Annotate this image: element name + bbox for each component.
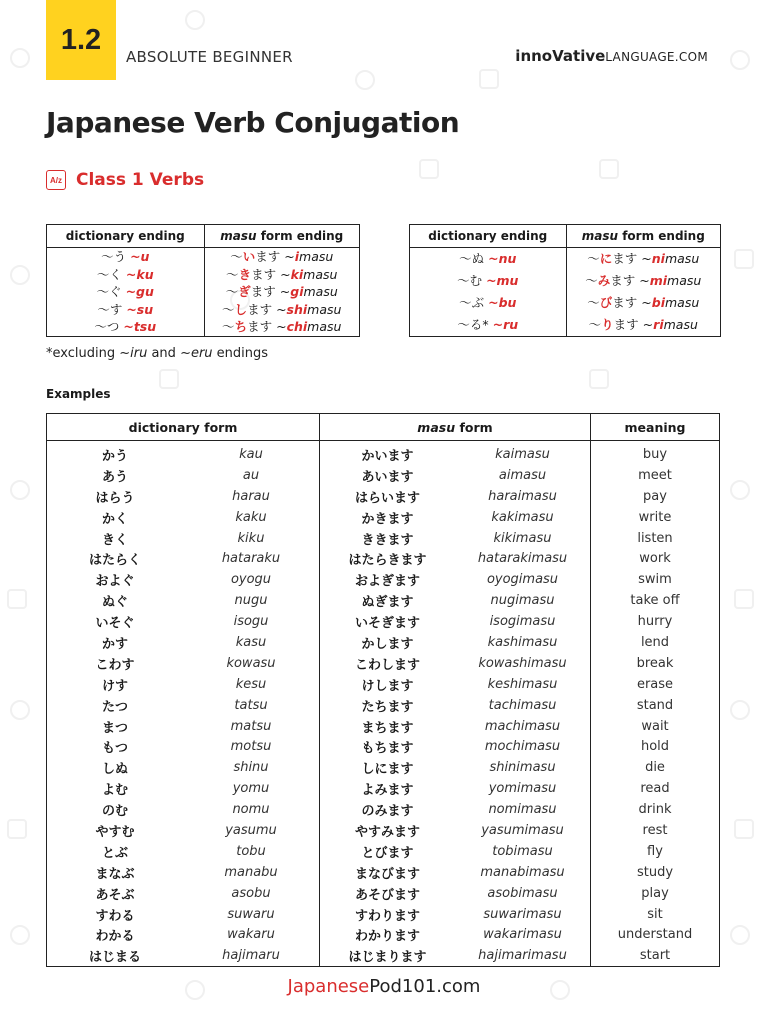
dictionary-kana: ぬぐ <box>101 595 128 611</box>
level-badge: 1.2 <box>46 0 116 80</box>
dictionary-romaji: yomu <box>232 781 270 797</box>
dictionary-kana: けす <box>101 678 128 694</box>
meaning: work <box>591 548 720 569</box>
ending-kana: ～ぶ <box>459 295 485 310</box>
dictionary-kana: はらう <box>95 490 135 506</box>
meaning: rest <box>591 820 720 841</box>
brand-part-2: Vative <box>552 47 606 65</box>
masu-stem-kana: き <box>238 266 252 282</box>
dictionary-kana: およぐ <box>95 574 135 590</box>
example-row <box>47 695 720 716</box>
dictionary-kana: まなぶ <box>95 866 135 882</box>
example-row <box>47 548 720 569</box>
masu-kana: かします <box>320 632 456 653</box>
meaning: fly <box>591 841 720 862</box>
masu-kana: しにます <box>320 757 456 778</box>
meaning: listen <box>591 528 720 549</box>
example-row <box>47 778 720 799</box>
masu-romaji: nomimasu <box>488 802 557 818</box>
dictionary-kana: かす <box>101 636 128 652</box>
dictionary-romaji: tatsu <box>234 697 268 713</box>
dictionary-romaji: hataraku <box>221 551 281 567</box>
meaning: erase <box>591 674 720 695</box>
masu-stem-kana: ぎ <box>238 284 251 299</box>
masu-romaji: tobimasu <box>492 843 553 859</box>
masu-kana: もちます <box>320 736 456 757</box>
ending-row <box>410 292 721 314</box>
dictionary-romaji: hajimaru <box>222 948 280 964</box>
masu-ending-cell <box>566 314 720 337</box>
example-row <box>47 611 720 632</box>
masu-stem-kana: り <box>601 317 614 332</box>
meaning: stand <box>591 695 720 716</box>
masu-ending-kana: ます <box>251 266 277 282</box>
masu-ending-romaji: masu <box>663 317 698 332</box>
meaning: buy <box>591 441 720 465</box>
ending-romaji: ~mu <box>486 273 519 288</box>
masu-romaji: yasumimasu <box>481 822 564 838</box>
masu-romaji: shinimasu <box>489 760 556 776</box>
romaji-prefix: ~ <box>276 319 287 334</box>
example-row <box>47 507 720 528</box>
masu-romaji: kikimasu <box>493 530 552 546</box>
dictionary-romaji: yasumu <box>225 822 277 838</box>
example-row <box>47 904 720 925</box>
masu-romaji: nugimasu <box>490 593 555 609</box>
masu-stem-romaji: mi <box>649 273 668 288</box>
ending-kana: ～つ <box>94 319 120 334</box>
dictionary-romaji: oyogu <box>230 572 272 588</box>
ending-kana: ～む <box>457 273 483 288</box>
masu-romaji: keshimasu <box>487 676 558 692</box>
masu-kana: はらいます <box>320 486 456 507</box>
ending-romaji: ~tsu <box>123 319 157 334</box>
meaning: die <box>591 757 720 778</box>
masu-kana: まちます <box>320 716 456 737</box>
dictionary-kana: よむ <box>101 783 128 799</box>
example-row <box>47 486 720 507</box>
masu-ending-romaji: masu <box>667 273 702 288</box>
masu-kana: よみます <box>320 778 456 799</box>
dictionary-kana: いそぐ <box>95 616 135 632</box>
footer-part-2: Pod101.com <box>369 976 481 997</box>
dictionary-romaji: manabu <box>224 864 278 880</box>
dictionary-ending-cell <box>47 301 205 319</box>
masu-romaji: machimasu <box>484 718 561 734</box>
meaning: swim <box>591 569 720 590</box>
ending-row <box>47 318 360 336</box>
dictionary-kana: わかる <box>95 929 135 945</box>
dictionary-kana: しぬ <box>101 762 128 778</box>
masu-romaji: kowashimasu <box>478 655 567 671</box>
masu-stem-kana: い <box>242 249 256 264</box>
masu-ending-romaji: masu <box>299 249 334 264</box>
dictionary-kana: すわる <box>95 908 135 924</box>
romaji-prefix: ~ <box>279 284 291 299</box>
header-dictionary-ending: dictionary ending <box>47 225 205 248</box>
masu-ending-kana: ます <box>255 249 281 264</box>
meaning: play <box>591 883 720 904</box>
masu-stem-kana: び <box>599 295 613 310</box>
meaning: break <box>591 653 720 674</box>
masu-ending-romaji: masu <box>307 301 342 317</box>
dictionary-kana: きく <box>101 532 128 548</box>
masu-prefix: ～ <box>226 266 239 282</box>
masu-kana: かいます <box>320 441 456 465</box>
example-row <box>47 736 720 757</box>
meaning: read <box>591 778 720 799</box>
masu-ending-cell <box>566 292 720 314</box>
masu-ending-romaji: masu <box>664 251 700 266</box>
header-dictionary-form: dictionary form <box>47 414 320 441</box>
examples-table <box>46 413 720 967</box>
masu-ending-cell <box>204 301 360 319</box>
masu-ending-kana: ます <box>247 319 273 334</box>
dictionary-kana: とぶ <box>101 845 128 861</box>
dictionary-romaji: kau <box>239 446 263 462</box>
masu-kana: あいます <box>320 465 456 486</box>
dictionary-kana: かう <box>101 448 128 464</box>
dictionary-ending-cell <box>47 318 205 336</box>
footer-part-1: Japanese <box>287 976 370 997</box>
ending-row <box>410 270 721 292</box>
dictionary-kana: あそぶ <box>95 887 135 903</box>
masu-stem-romaji: gi <box>290 284 304 299</box>
ending-romaji: ~u <box>130 249 150 264</box>
romaji-prefix: ~ <box>641 295 652 310</box>
dictionary-romaji: kesu <box>235 676 267 692</box>
masu-kana: はじまります <box>320 945 456 966</box>
dictionary-kana: まつ <box>101 720 128 736</box>
dictionary-kana: こわす <box>95 657 135 673</box>
masu-kana: ききます <box>320 528 456 549</box>
header-masu-form-ending: masu form ending <box>566 225 720 248</box>
meaning: hold <box>591 736 720 757</box>
masu-kana: あそびます <box>320 883 456 904</box>
masu-romaji: hatarakimasu <box>477 551 568 567</box>
masu-romaji: aimasu <box>498 467 547 483</box>
dictionary-romaji: nugu <box>234 593 268 609</box>
meaning: lend <box>591 632 720 653</box>
dictionary-kana: のむ <box>101 804 128 820</box>
dictionary-kana: はたらく <box>88 553 141 569</box>
masu-stem-romaji: ri <box>653 317 664 332</box>
masu-ending-cell <box>204 266 360 284</box>
dictionary-romaji: kaku <box>235 509 267 525</box>
romaji-prefix: ~ <box>280 266 291 282</box>
page-title: Japanese Verb Conjugation <box>46 106 460 139</box>
ending-row <box>410 248 721 271</box>
masu-ending-kana: ます <box>612 295 638 310</box>
ending-row <box>410 314 721 337</box>
masu-kana: けします <box>320 674 456 695</box>
masu-ending-kana: ます <box>612 251 638 266</box>
ending-romaji: ~bu <box>488 295 517 310</box>
dictionary-kana: もつ <box>101 741 128 757</box>
masu-ending-romaji: masu <box>307 319 342 334</box>
masu-kana: のみます <box>320 799 456 820</box>
masu-prefix: ～ <box>222 301 235 317</box>
section-heading <box>46 170 204 190</box>
masu-ending-cell <box>204 283 360 301</box>
dictionary-romaji: tobu <box>236 843 266 859</box>
dictionary-kana: やすむ <box>95 824 135 840</box>
masu-romaji: kakimasu <box>491 509 554 525</box>
example-row <box>47 632 720 653</box>
meaning: wait <box>591 716 720 737</box>
ending-kana: ～ぐ <box>96 284 122 299</box>
masu-stem-kana: み <box>597 273 611 288</box>
dictionary-ending-cell <box>410 314 567 337</box>
masu-stem-kana: し <box>234 301 248 317</box>
examples-label: Examples <box>46 387 111 401</box>
example-row <box>47 569 720 590</box>
dictionary-ending-cell <box>410 270 567 292</box>
example-row <box>47 945 720 966</box>
example-row <box>47 528 720 549</box>
masu-ending-romaji: masu <box>665 295 700 310</box>
masu-ending-kana: ます <box>610 273 636 288</box>
example-row <box>47 716 720 737</box>
ending-kana: ～ぬ <box>459 251 485 266</box>
masu-prefix: ～ <box>585 273 598 288</box>
example-row <box>47 590 720 611</box>
masu-kana: かきます <box>320 507 456 528</box>
endings-table-right <box>409 224 721 337</box>
brand-part-1: inno <box>515 47 553 65</box>
dictionary-kana: たつ <box>101 699 128 715</box>
ending-row <box>47 283 360 301</box>
masu-kana: すわります <box>320 904 456 925</box>
masu-kana: たちます <box>320 695 456 716</box>
header-masu-form-ending: masu form ending <box>204 225 360 248</box>
masu-ending-cell <box>566 248 720 271</box>
dictionary-romaji: wakaru <box>227 927 275 943</box>
level-label: ABSOLUTE BEGINNER <box>126 48 293 66</box>
example-row <box>47 465 720 486</box>
masu-ending-cell <box>566 270 720 292</box>
masu-ending-cell <box>204 248 360 266</box>
meaning: write <box>591 507 720 528</box>
example-row <box>47 653 720 674</box>
example-row <box>47 674 720 695</box>
dictionary-ending-cell <box>47 248 205 266</box>
masu-romaji: asobimasu <box>487 885 558 901</box>
ending-kana: ～る* <box>457 317 489 332</box>
masu-prefix: ～ <box>587 295 600 310</box>
masu-romaji: yomimasu <box>488 781 557 797</box>
example-row <box>47 757 720 778</box>
meaning: pay <box>591 486 720 507</box>
masu-stem-kana: ち <box>234 319 248 334</box>
masu-kana: はたらきます <box>320 548 456 569</box>
masu-romaji: suwarimasu <box>483 906 562 922</box>
masu-romaji: kashimasu <box>487 634 558 650</box>
section-title: Class 1 Verbs <box>76 170 205 190</box>
ending-kana: ～す <box>97 301 123 317</box>
ending-row <box>47 248 360 266</box>
masu-ending-cell <box>204 318 360 336</box>
ending-row <box>47 266 360 284</box>
masu-kana: とびます <box>320 841 456 862</box>
masu-ending-romaji: masu <box>303 266 338 282</box>
masu-prefix: ～ <box>230 249 243 264</box>
meaning: start <box>591 945 720 966</box>
romaji-prefix: ~ <box>639 273 650 288</box>
header-meaning: meaning <box>591 414 720 441</box>
romaji-prefix: ~ <box>641 251 652 266</box>
masu-romaji: hajimarimasu <box>478 948 567 964</box>
example-row <box>47 883 720 904</box>
dictionary-ending-cell <box>47 266 205 284</box>
masu-stem-romaji: chi <box>286 319 308 334</box>
masu-stem-romaji: i <box>294 249 300 264</box>
masu-romaji: isogimasu <box>489 614 556 630</box>
masu-kana: いそぎます <box>320 611 456 632</box>
masu-kana: わかります <box>320 924 456 945</box>
ending-kana: ～く <box>96 266 122 282</box>
masu-stem-romaji: bi <box>651 295 665 310</box>
ending-romaji: ~ku <box>125 266 154 282</box>
masu-stem-kana: に <box>599 251 613 266</box>
dictionary-romaji: harau <box>232 488 270 504</box>
meaning: drink <box>591 799 720 820</box>
example-row <box>47 820 720 841</box>
meaning: meet <box>591 465 720 486</box>
dictionary-romaji: au <box>242 467 260 483</box>
dictionary-romaji: asobu <box>231 885 271 901</box>
example-row <box>47 799 720 820</box>
masu-ending-kana: ます <box>250 284 276 299</box>
dictionary-kana: はじまる <box>88 950 141 966</box>
meaning: take off <box>591 590 720 611</box>
header-masu-form: masu form <box>320 414 591 441</box>
masu-romaji: mochimasu <box>484 739 561 755</box>
dictionary-romaji: matsu <box>230 718 272 734</box>
ending-romaji: ~ru <box>492 317 519 332</box>
brand-part-3: LANGUAGE.COM <box>605 50 708 64</box>
romaji-prefix: ~ <box>642 317 654 332</box>
masu-ending-kana: ます <box>613 317 639 332</box>
dictionary-romaji: kowasu <box>226 655 276 671</box>
example-row <box>47 841 720 862</box>
romaji-prefix: ~ <box>276 301 287 317</box>
dictionary-ending-cell <box>47 283 205 301</box>
masu-romaji: oyogimasu <box>486 572 559 588</box>
masu-kana: まなびます <box>320 862 456 883</box>
footnote: *excluding ~iru and ~eru endings <box>46 346 269 361</box>
masu-kana: ぬぎます <box>320 590 456 611</box>
masu-prefix: ～ <box>225 284 239 299</box>
brand-logo[interactable] <box>515 47 708 65</box>
masu-prefix: ～ <box>587 251 600 266</box>
example-row <box>47 862 720 883</box>
a-z-icon: A/z <box>46 170 66 190</box>
ending-kana: ～う <box>101 249 127 264</box>
masu-prefix: ～ <box>222 319 235 334</box>
example-row <box>47 924 720 945</box>
dictionary-romaji: nomu <box>232 802 270 818</box>
masu-kana: およぎます <box>320 569 456 590</box>
dictionary-romaji: motsu <box>230 739 272 755</box>
masu-ending-kana: ます <box>247 301 273 317</box>
masu-stem-romaji: ni <box>651 251 665 266</box>
masu-ending-romaji: masu <box>303 284 338 299</box>
dictionary-kana: かく <box>101 511 128 527</box>
masu-stem-romaji: ki <box>290 266 304 282</box>
masu-romaji: tachimasu <box>488 697 557 713</box>
ending-romaji: ~su <box>126 301 154 317</box>
meaning: hurry <box>591 611 720 632</box>
dictionary-kana: あう <box>101 469 128 485</box>
header-dictionary-ending: dictionary ending <box>410 225 567 248</box>
meaning: sit <box>591 904 720 925</box>
dictionary-ending-cell <box>410 292 567 314</box>
meaning: understand <box>591 924 720 945</box>
masu-romaji: kaimasu <box>495 446 550 462</box>
dictionary-romaji: shinu <box>233 760 269 776</box>
masu-romaji: haraimasu <box>488 488 557 504</box>
masu-stem-romaji: shi <box>286 301 308 317</box>
ending-romaji: ~gu <box>125 284 154 299</box>
footer-site-link[interactable] <box>0 976 768 997</box>
ending-row <box>47 301 360 319</box>
dictionary-romaji: suwaru <box>227 906 275 922</box>
romaji-prefix: ~ <box>284 249 295 264</box>
masu-romaji: wakarimasu <box>483 927 562 943</box>
dictionary-ending-cell <box>410 248 567 271</box>
dictionary-romaji: isogu <box>233 614 269 630</box>
masu-kana: やすみます <box>320 820 456 841</box>
masu-romaji: manabimasu <box>480 864 565 880</box>
endings-table-left <box>46 224 360 337</box>
ending-romaji: ~nu <box>488 251 517 266</box>
masu-prefix: ～ <box>588 317 602 332</box>
meaning: study <box>591 862 720 883</box>
example-row <box>47 441 720 465</box>
dictionary-romaji: kasu <box>235 634 267 650</box>
masu-kana: こわします <box>320 653 456 674</box>
dictionary-romaji: kiku <box>237 530 265 546</box>
